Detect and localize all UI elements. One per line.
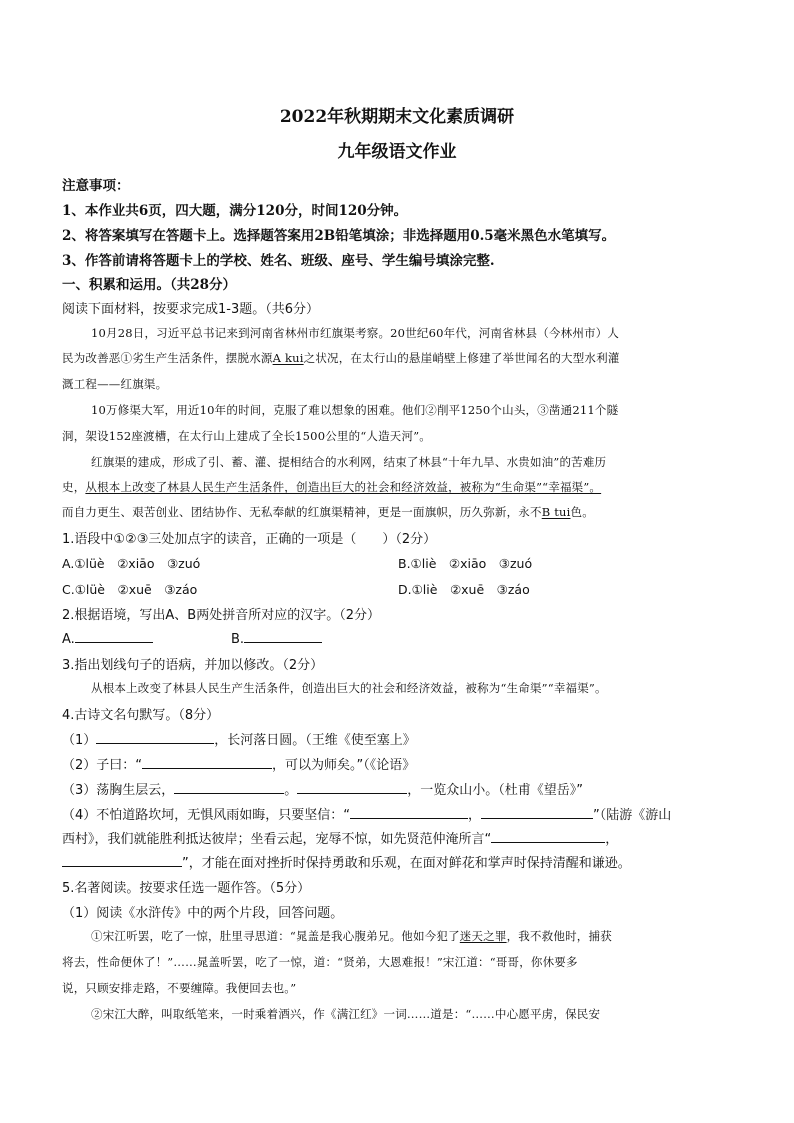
excerpt-line: ②宋江大醉，叫取纸笔来，一时乘着酒兴，作《满江红》一词……道是：“……中心愿平虏，保民安 bbox=[91, 1007, 601, 1021]
section1-heading: 一、积累和运用。（共28分） bbox=[62, 277, 237, 293]
underlined-sentence: 从根本上改变了林县人民生产生活条件，创造出巨大的社会和经济效益，被称为“生命渠”“幸福渠”。 bbox=[85, 480, 602, 494]
option-c[interactable]: C.①lüè ②xuē ③záo bbox=[62, 582, 198, 597]
underlined-phrase: 迷天之罪 bbox=[459, 929, 507, 943]
poem-line-5: 西村》，我们就能胜利抵达彼岸；坐看云起，宠辱不惊，如先贤范仲淹所言“ ， bbox=[62, 828, 618, 847]
blank[interactable] bbox=[174, 780, 284, 794]
poem-line-6: ”，才能在面对挫折时保持勇敢和乐观，在面对鲜花和掌声时保持清醒和谦逊。 bbox=[62, 852, 631, 871]
passage-line: 10月28日，习近平总书记来到河南省林州市红旗渠考察。20世纪60年代，河南省林县（今林州市）人 bbox=[91, 326, 620, 340]
passage-line: 民为改善恶①劣生产生活条件，摆脱水源A kui之状况，在太行山的悬崖峭壁上修建了举世闻名的大型水利灌 bbox=[62, 351, 620, 365]
pinyin-a: A kui bbox=[272, 351, 304, 365]
poem-line-1: （1） ，长河落日圆。（王维《使至塞上》 bbox=[62, 729, 416, 748]
blank[interactable] bbox=[62, 853, 182, 867]
exam-title: 2022年秋期期末文化素质调研 bbox=[279, 107, 515, 127]
excerpt-line: ①宋江听罢，吃了一惊，肚里寻思道：“晁盖是我心腹弟兄。他如今犯了迷天之罪，我不救他时，捕获 bbox=[91, 929, 612, 943]
blank[interactable] bbox=[491, 829, 605, 843]
blank[interactable] bbox=[142, 755, 272, 769]
question-3: 3.指出划线句子的语病，并加以修改。（2分） bbox=[62, 658, 324, 673]
excerpt-line: 将去，性命便休了！”……晁盖听罢，吃了一惊，道：“贤弟，大恩难报！”宋江道：“哥哥，你休要多 bbox=[62, 955, 578, 969]
blank[interactable] bbox=[481, 805, 593, 819]
question-5-sub1: （1）阅读《水浒传》中的两个片段，回答问题。 bbox=[62, 906, 344, 921]
note-1: 1、本作业共6页，四大题，满分120分，时间120分钟。 bbox=[62, 203, 408, 219]
quoted-sentence: 从根本上改变了林县人民生产生活条件，创造出巨大的社会和经济效益，被称为“生命渠”“幸福渠”。 bbox=[91, 681, 607, 695]
answer-b-line[interactable]: B. bbox=[231, 629, 322, 647]
note-3: 3、作答前请将答题卡上的学校、姓名、班级、座号、学生编号填涂完整. bbox=[62, 253, 495, 269]
section1-intro: 阅读下面材料，按要求完成1-3题。（共6分） bbox=[62, 302, 320, 317]
question-2: 2.根据语境，写出A、B两处拼音所对应的汉字。（2分） bbox=[62, 608, 380, 623]
option-d[interactable]: D.①liè ②xuē ③záo bbox=[398, 582, 530, 597]
passage-line: 而自力更生、艰苦创业、团结协作、无私奉献的红旗渠精神，更是一面旗帜，历久弥新，永不B tui色。 bbox=[62, 505, 594, 519]
poem-line-2: （2）子曰：“ ，可以为师矣。”（《论语》 bbox=[62, 754, 415, 773]
answer-a-line[interactable]: A. bbox=[62, 629, 153, 647]
passage-line: 红旗渠的建成，形成了引、蓄、灌、提相结合的水利网，结束了林县“十年九旱、水贵如油”的苦难历 bbox=[91, 455, 607, 469]
question-4: 4.古诗文名句默写。（8分） bbox=[62, 708, 220, 723]
poem-line-4: （4）不怕道路坎坷，无惧风雨如晦，只要坚信：“ ， ”（陆游《游山 bbox=[62, 804, 671, 823]
passage-line: 溉工程——红旗渠。 bbox=[62, 377, 168, 391]
blank[interactable] bbox=[297, 780, 407, 794]
option-b[interactable]: B.①liè ②xiāo ③zuó bbox=[398, 556, 533, 571]
excerpt-line: 说，只顾安排走路，不要缠障。我便回去也。” bbox=[62, 981, 297, 995]
passage-line: 10万修渠大军，用近10年的时间，克服了难以想象的困难。他们②削平1250个山头，③凿通211个隧 bbox=[91, 403, 619, 417]
notes-heading: 注意事项： bbox=[62, 178, 130, 194]
passage-line: 史，从根本上改变了林县人民生产生活条件，创造出巨大的社会和经济效益，被称为“生命渠”“幸福渠”。 bbox=[62, 480, 602, 494]
exam-subtitle: 九年级语文作业 bbox=[337, 142, 457, 162]
pinyin-b: B tui bbox=[541, 505, 571, 519]
question-1: 1.语段中①②③三处加点字的读音，正确的一项是（ ）（2分） bbox=[62, 532, 437, 547]
question-5: 5.名著阅读。按要求任选一题作答。（5分） bbox=[62, 881, 311, 896]
passage-line: 洞，架设152座渡槽，在太行山上建成了全长1500公里的“人造天河”。 bbox=[62, 429, 431, 443]
poem-line-3: （3）荡胸生层云， 。 ，一览众山小。（杜甫《望岳》” bbox=[62, 779, 583, 798]
blank[interactable] bbox=[96, 730, 214, 744]
option-a[interactable]: A.①lüè ②xiāo ③zuó bbox=[62, 556, 201, 571]
note-2: 2、将答案填写在答题卡上。选择题答案用2B铅笔填涂；非选择题用0.5毫米黑色水笔填写。 bbox=[62, 228, 616, 244]
blank[interactable] bbox=[350, 805, 468, 819]
